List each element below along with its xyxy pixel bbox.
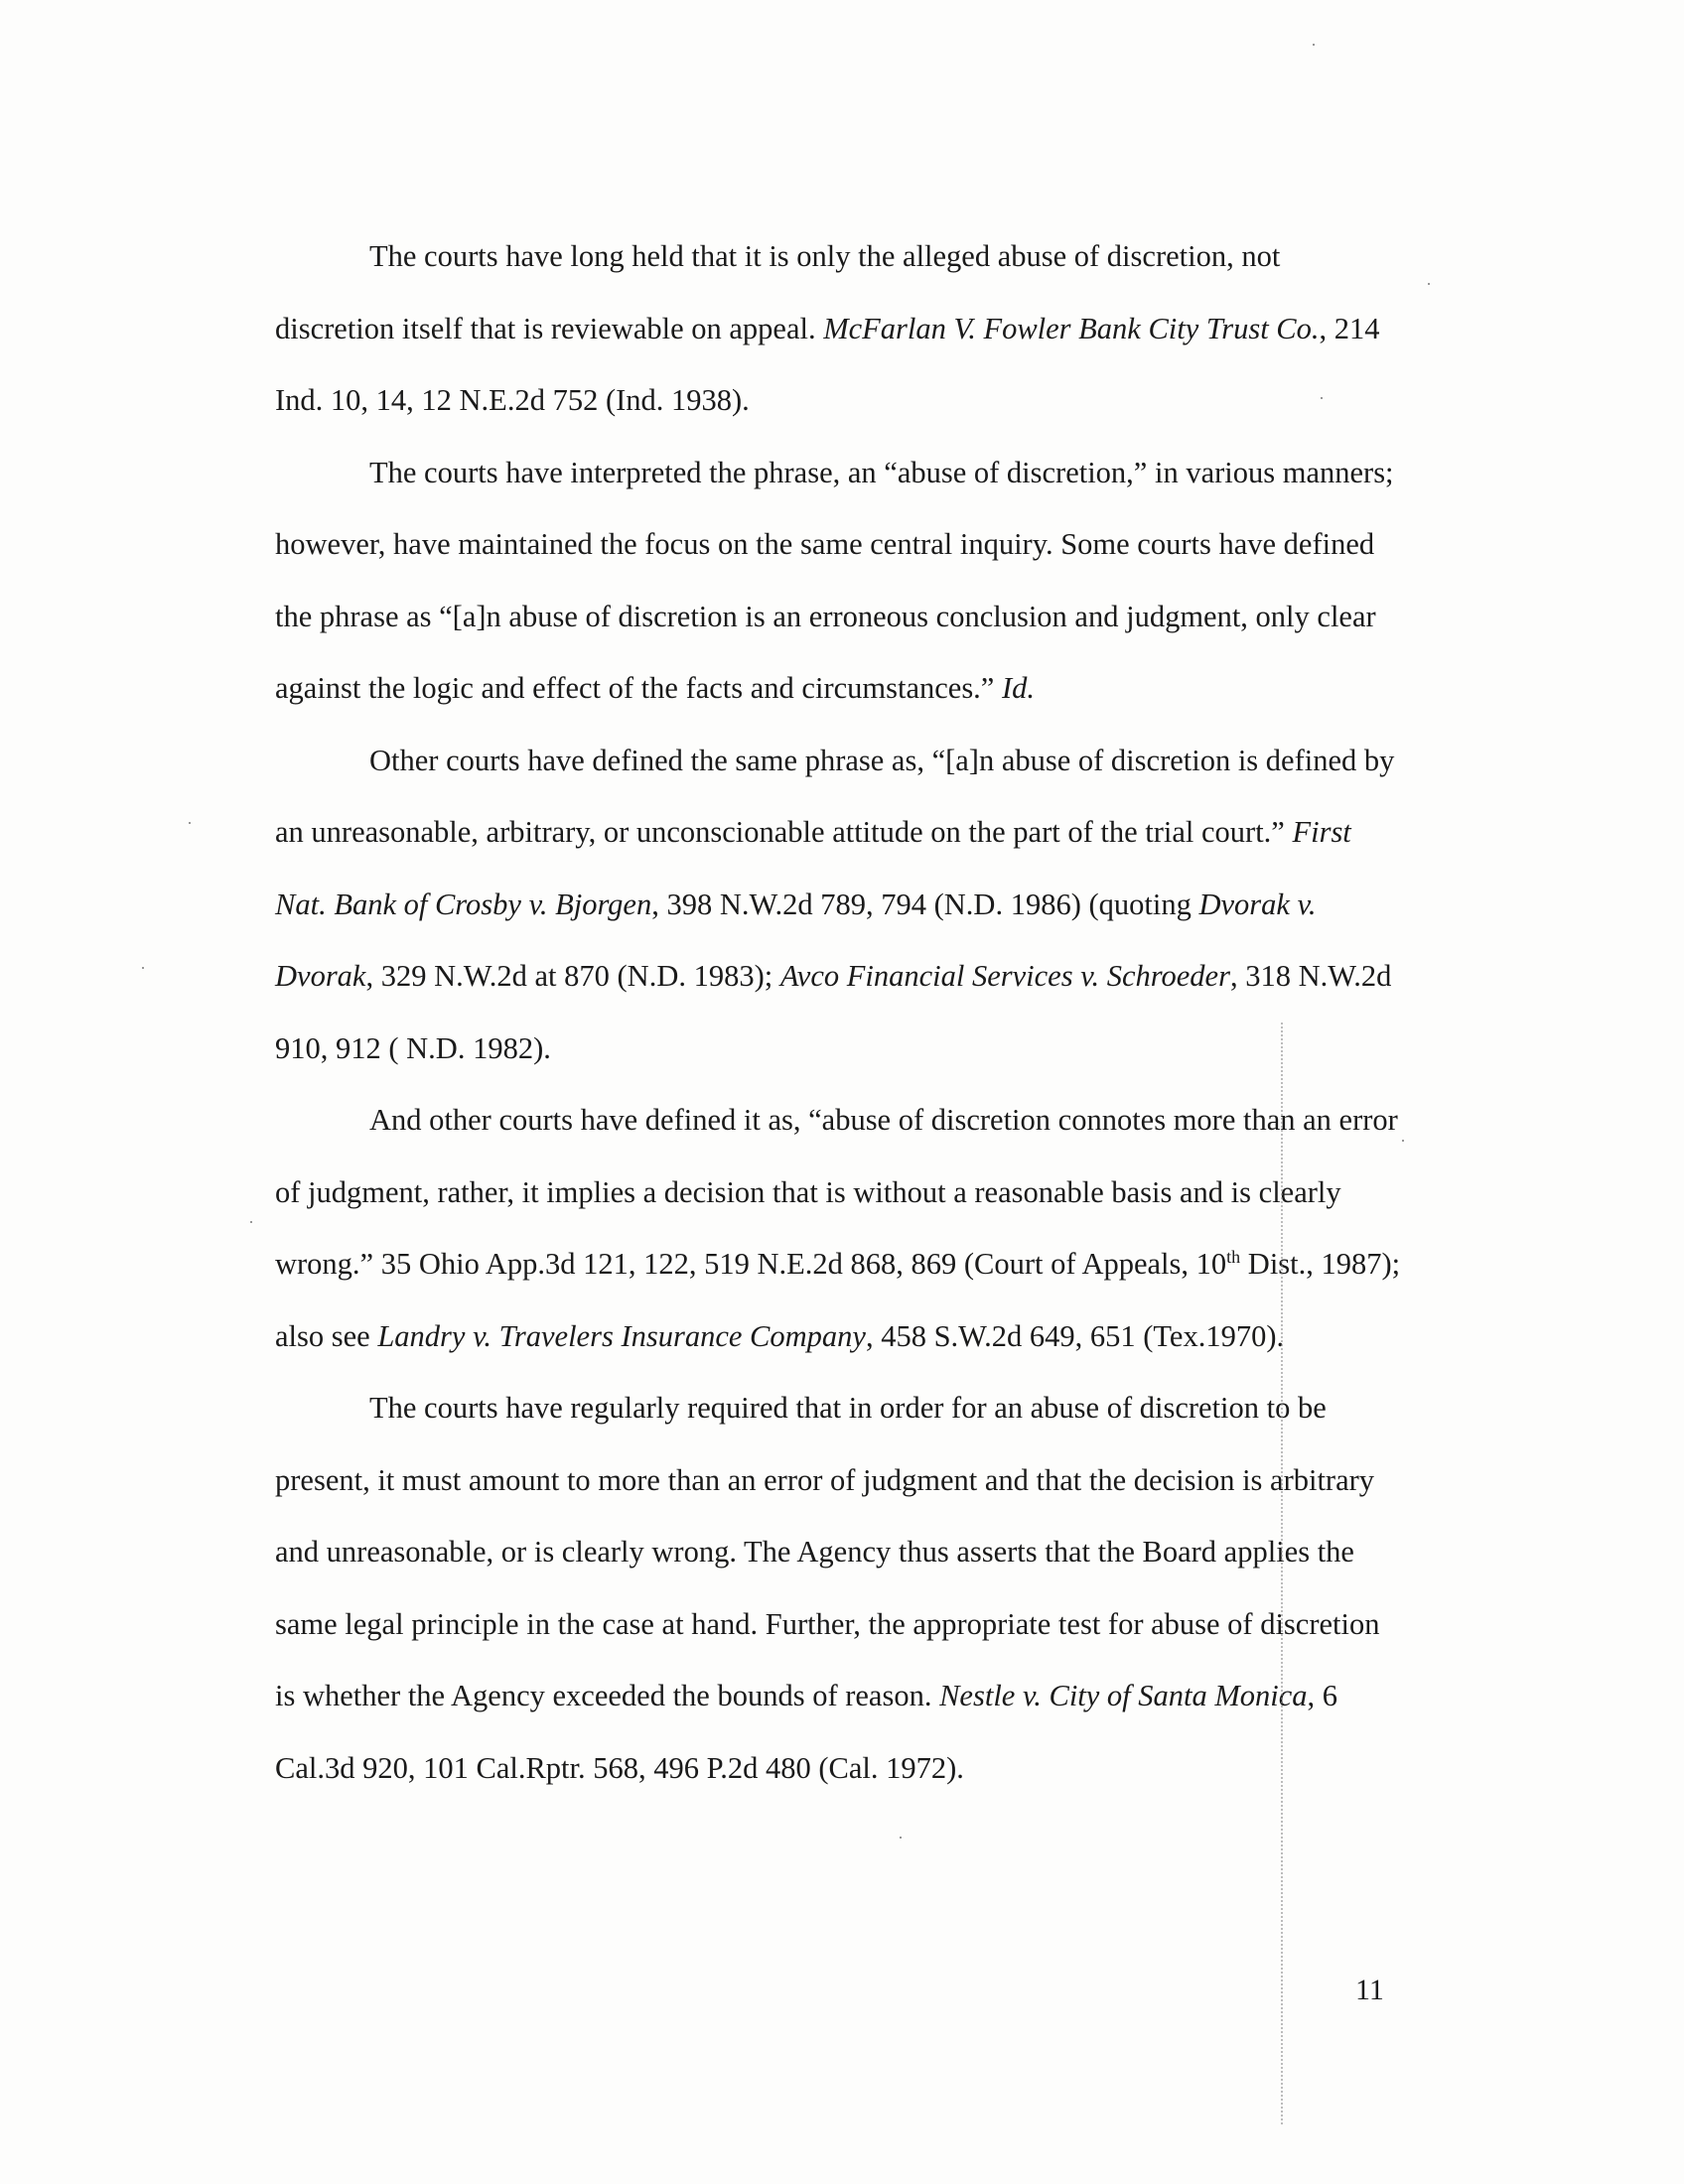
text-segment: , 214 Ind. 10, 14, 12 N.E.2d 752 (Ind. 1938). <box>275 311 1380 417</box>
text-segment: The courts have regularly required that in order for an abuse of discretion to be present, it must amount to more than an error of judgment and that the decision is arbitrary and unreasonable, or is clearly wrong. The Agency thus asserts that the Board applies the same legal principle in the case at hand. Further, the appropriate test for abuse of discretion is whether the Agency exceeded the bounds of reason. <box>275 1391 1380 1712</box>
document-body <box>275 220 1407 1804</box>
text-segment: Dist., 1987); also see <box>275 1247 1401 1353</box>
case-citation: First Nat. Bank of Crosby v. Bjorgen <box>275 815 1351 921</box>
case-citation: Landry v. Travelers Insurance Company <box>377 1318 866 1353</box>
case-citation: McFarlan V. Fowler Bank City Trust Co. <box>823 311 1320 345</box>
text-segment: The courts have interpreted the phrase, an “abuse of discretion,” in various manners; however, have maintained the focus on the same central inquiry. Some courts have defined the phrase as “[a]n abuse of discretion is an erroneous conclusion and judgment, only clear against the logic and effect of the facts and circumstances.” <box>275 455 1394 705</box>
scan-speck <box>1313 44 1315 46</box>
scan-speck <box>1402 1140 1404 1142</box>
text-segment: Other courts have defined the same phrase as, “[a]n abuse of discretion is defined by an unreasonable, arbitrary, or unconscionable attitude on the part of the trial court.” <box>275 743 1395 849</box>
case-citation: Dvorak v. Dvorak <box>275 887 1317 993</box>
scan-artifact-line <box>1281 1023 1283 2124</box>
scan-speck <box>1428 283 1430 285</box>
text-segment: , 329 N.W.2d at 870 (N.D. 1983); <box>365 959 780 993</box>
scan-speck <box>189 822 191 824</box>
scan-speck <box>142 967 144 969</box>
paragraph-5 <box>275 1372 1407 1804</box>
case-citation: Nestle v. City of Santa Monica <box>939 1679 1308 1712</box>
page-number: 11 <box>1355 1974 1384 2006</box>
text-segment: , 318 N.W.2d 910, 912 ( N.D. 1982). <box>275 959 1392 1065</box>
text-segment: And other courts have defined it as, “abuse of discretion connotes more than an error of judgment, rather, it implies a decision that is without a reasonable basis and is clearly wrong.” 35 Ohio App.3d 121, 122, 519 N.E.2d 868, 869 (Court of Appeals, 10 <box>275 1103 1398 1281</box>
text-segment: , 6 Cal.3d 920, 101 Cal.Rptr. 568, 496 P.2d 480 (Cal. 1972). <box>275 1679 1338 1785</box>
ordinal-suffix: th <box>1226 1246 1241 1267</box>
paragraph-3 <box>275 725 1407 1085</box>
paragraph-1 <box>275 220 1407 437</box>
scan-speck <box>1321 397 1323 399</box>
case-citation: Id. <box>1001 671 1036 705</box>
scan-speck <box>900 1837 902 1839</box>
paragraph-2 <box>275 437 1407 725</box>
text-segment: The courts have long held that it is only the alleged abuse of discretion, not discretion itself that is reviewable on appeal. <box>275 239 1281 345</box>
paragraph-4 <box>275 1084 1407 1372</box>
text-segment: , 458 S.W.2d 649, 651 (Tex.1970). <box>865 1318 1285 1353</box>
text-segment: , 398 N.W.2d 789, 794 (N.D. 1986) (quoting <box>651 887 1199 921</box>
case-citation: Avco Financial Services v. Schroeder <box>779 959 1230 993</box>
scan-speck <box>250 1221 252 1223</box>
